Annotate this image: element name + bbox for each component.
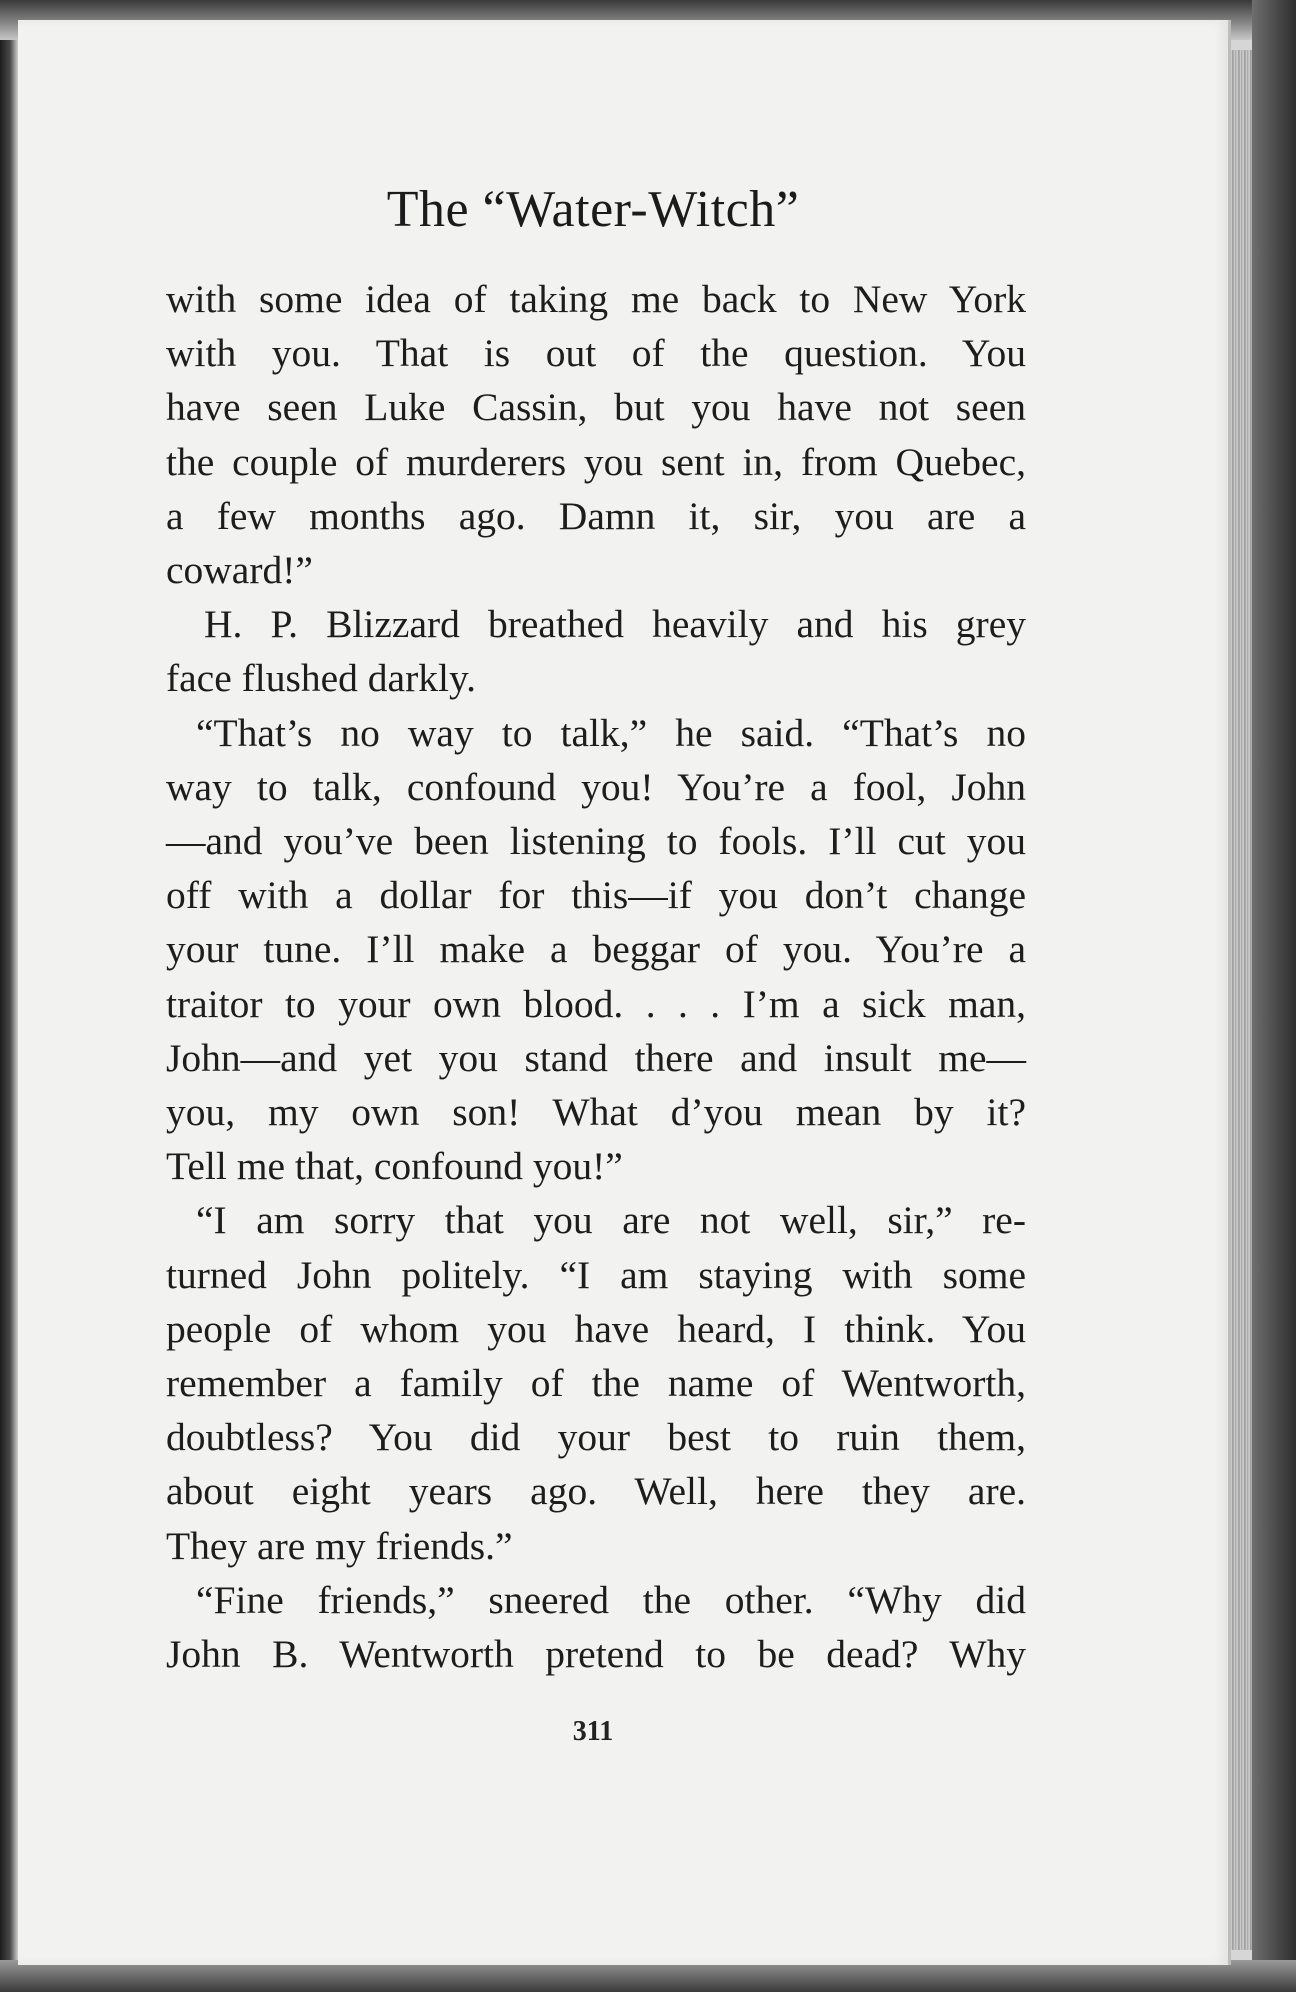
- text-line: have seen Luke Cassin, but you have not seen: [166, 385, 1026, 430]
- text-line: “That’s no way to talk,” he said. “That’s no: [196, 710, 1026, 755]
- paragraph: [166, 272, 1026, 597]
- text-line: way to talk, confound you! You’re a fool, John: [166, 764, 1026, 809]
- book-cover-edge: [1252, 0, 1296, 1992]
- text-line: the couple of murderers you sent in, from Quebec,: [166, 439, 1026, 484]
- text-line: “I am sorry that you are not well, sir,” re-: [196, 1198, 1026, 1243]
- text-line: traitor to your own blood. . . . I’m a sick man,: [166, 981, 1026, 1026]
- text-line: your tune. I’ll make a beggar of you. You’re a: [166, 927, 1026, 972]
- text-line: about eight years ago. Well, here they are.: [166, 1469, 1026, 1514]
- paragraph: [166, 1573, 1026, 1681]
- page-stack-edge: [1228, 50, 1252, 1950]
- text-line: off with a dollar for this—if you don’t change: [166, 873, 1026, 918]
- text-line: coward!”: [166, 548, 313, 593]
- text-line: “Fine friends,” sneered the other. “Why did: [196, 1577, 1026, 1622]
- text-line: They are my friends.”: [166, 1523, 513, 1568]
- text-line: —and you’ve been listening to fools. I’ll cut you: [166, 819, 1026, 864]
- text-line: remember a family of the name of Wentworth,: [166, 1361, 1026, 1406]
- text-line: with some idea of taking me back to New York: [166, 277, 1026, 321]
- text-line: face flushed darkly.: [166, 656, 477, 701]
- running-head: The “Water-Witch”: [386, 181, 800, 238]
- book-page: [18, 20, 1231, 1965]
- text-line: H. P. Blizzard breathed heavily and his grey: [204, 602, 1026, 647]
- paragraph: [166, 706, 1026, 1194]
- page-number: 311: [572, 1716, 614, 1747]
- text-line: people of whom you have heard, I think. You: [166, 1306, 1026, 1351]
- paragraph: [166, 1193, 1026, 1572]
- text-line: a few months ago. Damn it, sir, you are a: [166, 493, 1026, 538]
- paragraph: [166, 597, 1026, 705]
- body-text: [166, 272, 1026, 1681]
- text-line: doubtless? You did your best to ruin them,: [166, 1415, 1026, 1460]
- text-line: John B. Wentworth pretend to be dead? Why: [166, 1632, 1026, 1677]
- text-line: you, my own son! What d’you mean by it?: [166, 1090, 1026, 1135]
- text-line: turned John politely. “I am staying with some: [166, 1252, 1026, 1297]
- text-line: with you. That is out of the question. You: [166, 331, 1026, 376]
- text-line: Tell me that, confound you!”: [166, 1144, 623, 1189]
- text-line: John—and yet you stand there and insult me—: [166, 1035, 1026, 1080]
